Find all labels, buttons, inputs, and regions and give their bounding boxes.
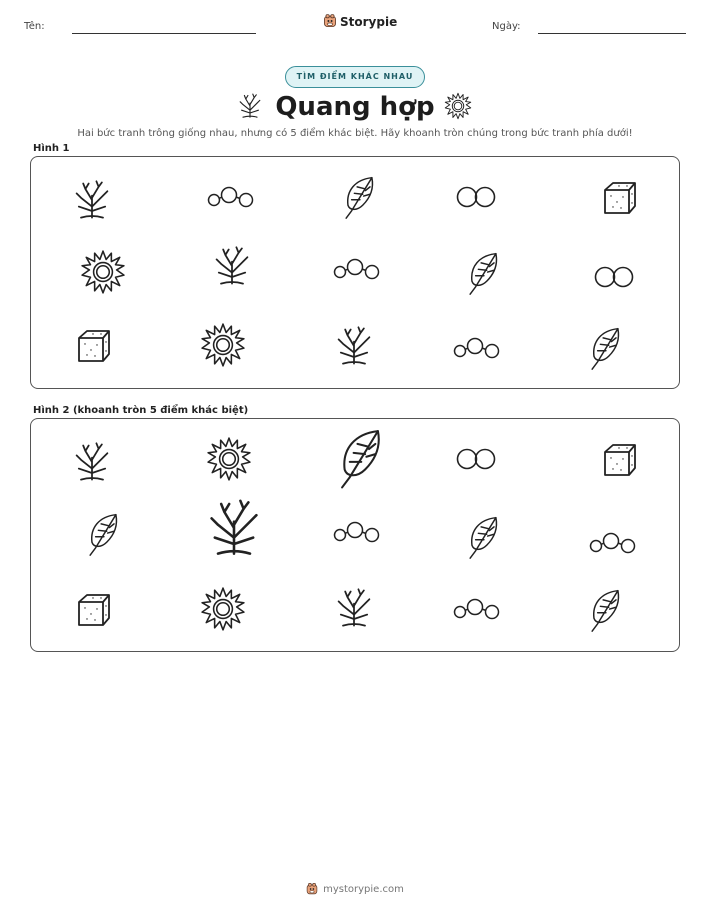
picture2-cube-icon[interactable] <box>72 590 114 630</box>
picture1-coral-icon[interactable] <box>70 178 114 222</box>
brand-logo: Storypie <box>340 15 398 29</box>
picture1-leaf-icon[interactable] <box>464 250 502 296</box>
picture2-leaf-icon[interactable] <box>586 587 624 633</box>
picture2-label: Hình 2 (khoanh tròn 5 điểm khác biệt) <box>33 405 249 416</box>
picture2-cube-icon[interactable] <box>598 440 640 480</box>
picture1-cube-icon[interactable] <box>598 178 640 218</box>
picture2-molecule-icon[interactable] <box>452 597 502 621</box>
picture2-leaf-icon[interactable] <box>84 511 122 557</box>
picture1-bubbles-icon[interactable] <box>454 185 498 209</box>
picture1-coral-icon[interactable] <box>332 324 376 368</box>
picture1-molecule-icon[interactable] <box>452 336 502 360</box>
picture2-large-leaf-icon[interactable] <box>334 426 386 490</box>
picture1-bubbles-icon[interactable] <box>592 265 636 289</box>
picture2-sun-icon[interactable] <box>206 436 252 482</box>
date-input-line[interactable] <box>538 33 686 34</box>
picture2-leaf-icon[interactable] <box>464 514 502 560</box>
picture1-molecule-icon[interactable] <box>206 185 256 209</box>
worksheet-type-badge: TÌM ĐIỂM KHÁC NHAU <box>285 66 425 88</box>
footer-url[interactable]: mystorypie.com <box>323 884 404 895</box>
coral-decoration-icon <box>236 92 264 120</box>
picture1-coral-icon[interactable] <box>210 244 254 288</box>
picture1-sun-icon[interactable] <box>80 249 126 295</box>
picture1-molecule-icon[interactable] <box>332 257 382 281</box>
page-title: Quang hợp <box>275 92 435 122</box>
picture2-coral-icon[interactable] <box>332 586 376 630</box>
sun-decoration-icon <box>444 92 472 120</box>
storypie-mascot-icon <box>305 882 319 896</box>
picture1-sun-icon[interactable] <box>200 322 246 368</box>
picture2-bubbles-icon[interactable] <box>454 447 498 471</box>
picture1-leaf-icon[interactable] <box>340 174 378 220</box>
picture1-leaf-icon[interactable] <box>586 325 624 371</box>
picture2-large-coral-icon[interactable] <box>202 496 266 560</box>
picture2-molecule-icon[interactable] <box>332 520 382 544</box>
name-label: Tên: <box>24 21 45 32</box>
picture1-cube-icon[interactable] <box>72 326 114 366</box>
picture2-sun-icon[interactable] <box>200 586 246 632</box>
picture1-label: Hình 1 <box>33 143 70 154</box>
footer <box>0 882 709 896</box>
storypie-mascot-icon <box>322 13 338 29</box>
picture2-coral-icon[interactable] <box>70 440 114 484</box>
date-label: Ngày: <box>492 21 521 32</box>
instructions-text: Hai bức tranh trông giống nhau, nhưng có 5 điểm khác biệt. Hãy khoanh tròn chúng trong bức tranh phía dưới! <box>77 128 633 139</box>
picture2-molecule-icon[interactable] <box>588 531 638 555</box>
name-input-line[interactable] <box>72 33 256 34</box>
